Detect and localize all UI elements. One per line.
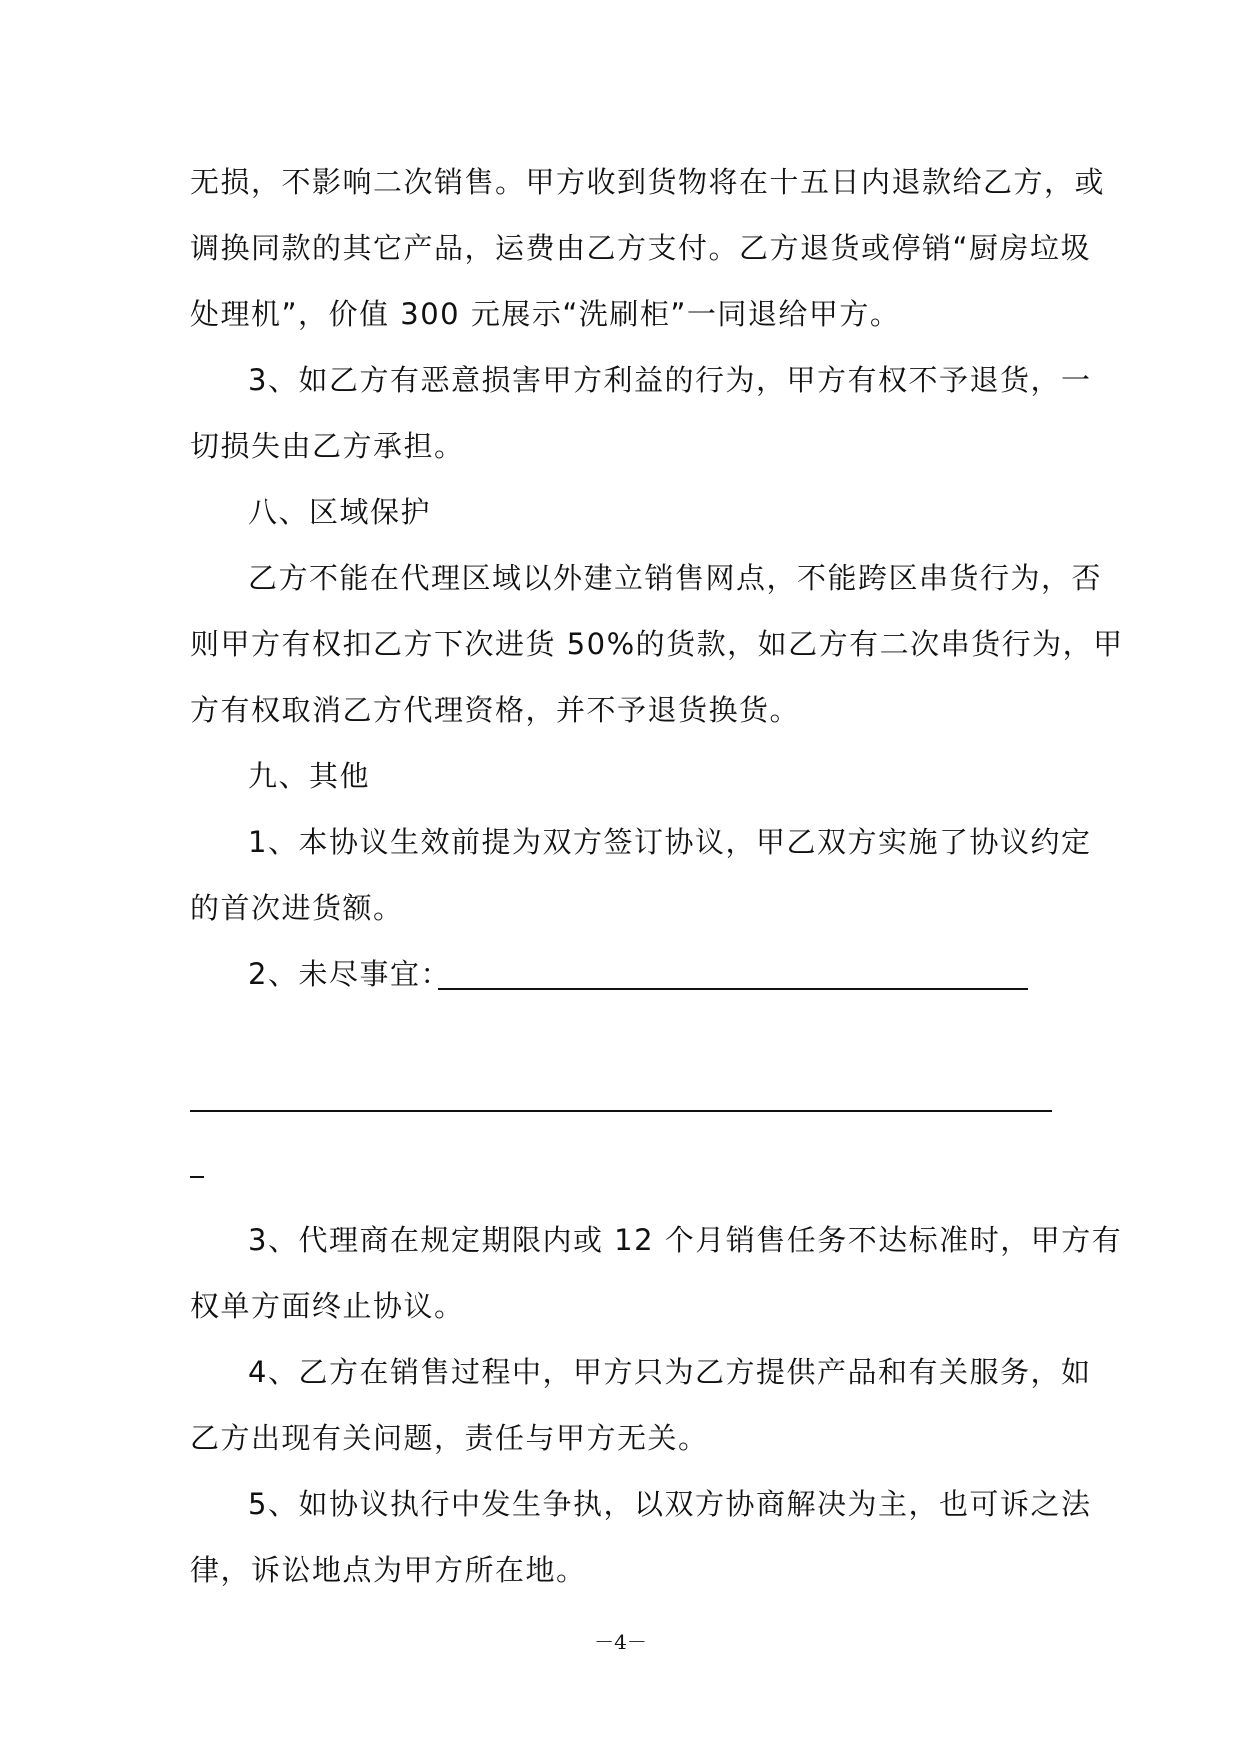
clause-4-line: 4、乙方在销售过程中，甲方只为乙方提供产品和有关服务，如 <box>248 1355 1092 1389</box>
clause-5-line: 5、如协议执行中发生争执，以双方协商解决为主，也可诉之法 <box>248 1487 1092 1521</box>
fill-in-blank-line <box>438 988 1028 990</box>
body-line: 的首次进货额。 <box>190 891 404 925</box>
clause-2-label: 2、未尽事宜： <box>248 957 451 991</box>
body-line: 律，诉讼地点为甲方所在地。 <box>190 1553 587 1587</box>
body-line: 则甲方有权扣乙方下次进货 50%的货款，如乙方有二次串货行为，甲 <box>190 627 1124 661</box>
body-line: 调换同款的其它产品，运费由乙方支付。乙方退货或停销“厨房垃圾 <box>190 231 1092 265</box>
section-heading-region-protection: 八、区域保护 <box>248 495 432 529</box>
body-line: 乙方出现有关问题，责任与甲方无关。 <box>190 1421 709 1455</box>
section-heading-other: 九、其他 <box>248 759 371 793</box>
fill-in-blank-line <box>190 1176 204 1178</box>
body-line: 乙方不能在代理区域以外建立销售网点，不能跨区串货行为，否 <box>248 561 1103 595</box>
body-line: 权单方面终止协议。 <box>190 1289 465 1323</box>
clause-1-line: 1、本协议生效前提为双方签订协议，甲乙双方实施了协议约定 <box>248 825 1092 859</box>
fill-in-blank-line <box>190 1110 1052 1112</box>
body-line: 切损失由乙方承担。 <box>190 429 465 463</box>
page-number: －4－ <box>594 1630 647 1654</box>
clause-3-line: 3、如乙方有恶意损害甲方利益的行为，甲方有权不予退货，一 <box>248 363 1092 397</box>
body-line: 方有权取消乙方代理资格，并不予退货换货。 <box>190 693 801 727</box>
body-line: 无损，不影响二次销售。甲方收到货物将在十五日内退款给乙方，或 <box>190 165 1106 199</box>
body-line: 处理机”，价值 300 元展示“洗刷柜”一同退给甲方。 <box>190 297 901 331</box>
clause-3-line: 3、代理商在规定期限内或 12 个月销售任务不达标准时，甲方有 <box>248 1223 1123 1257</box>
